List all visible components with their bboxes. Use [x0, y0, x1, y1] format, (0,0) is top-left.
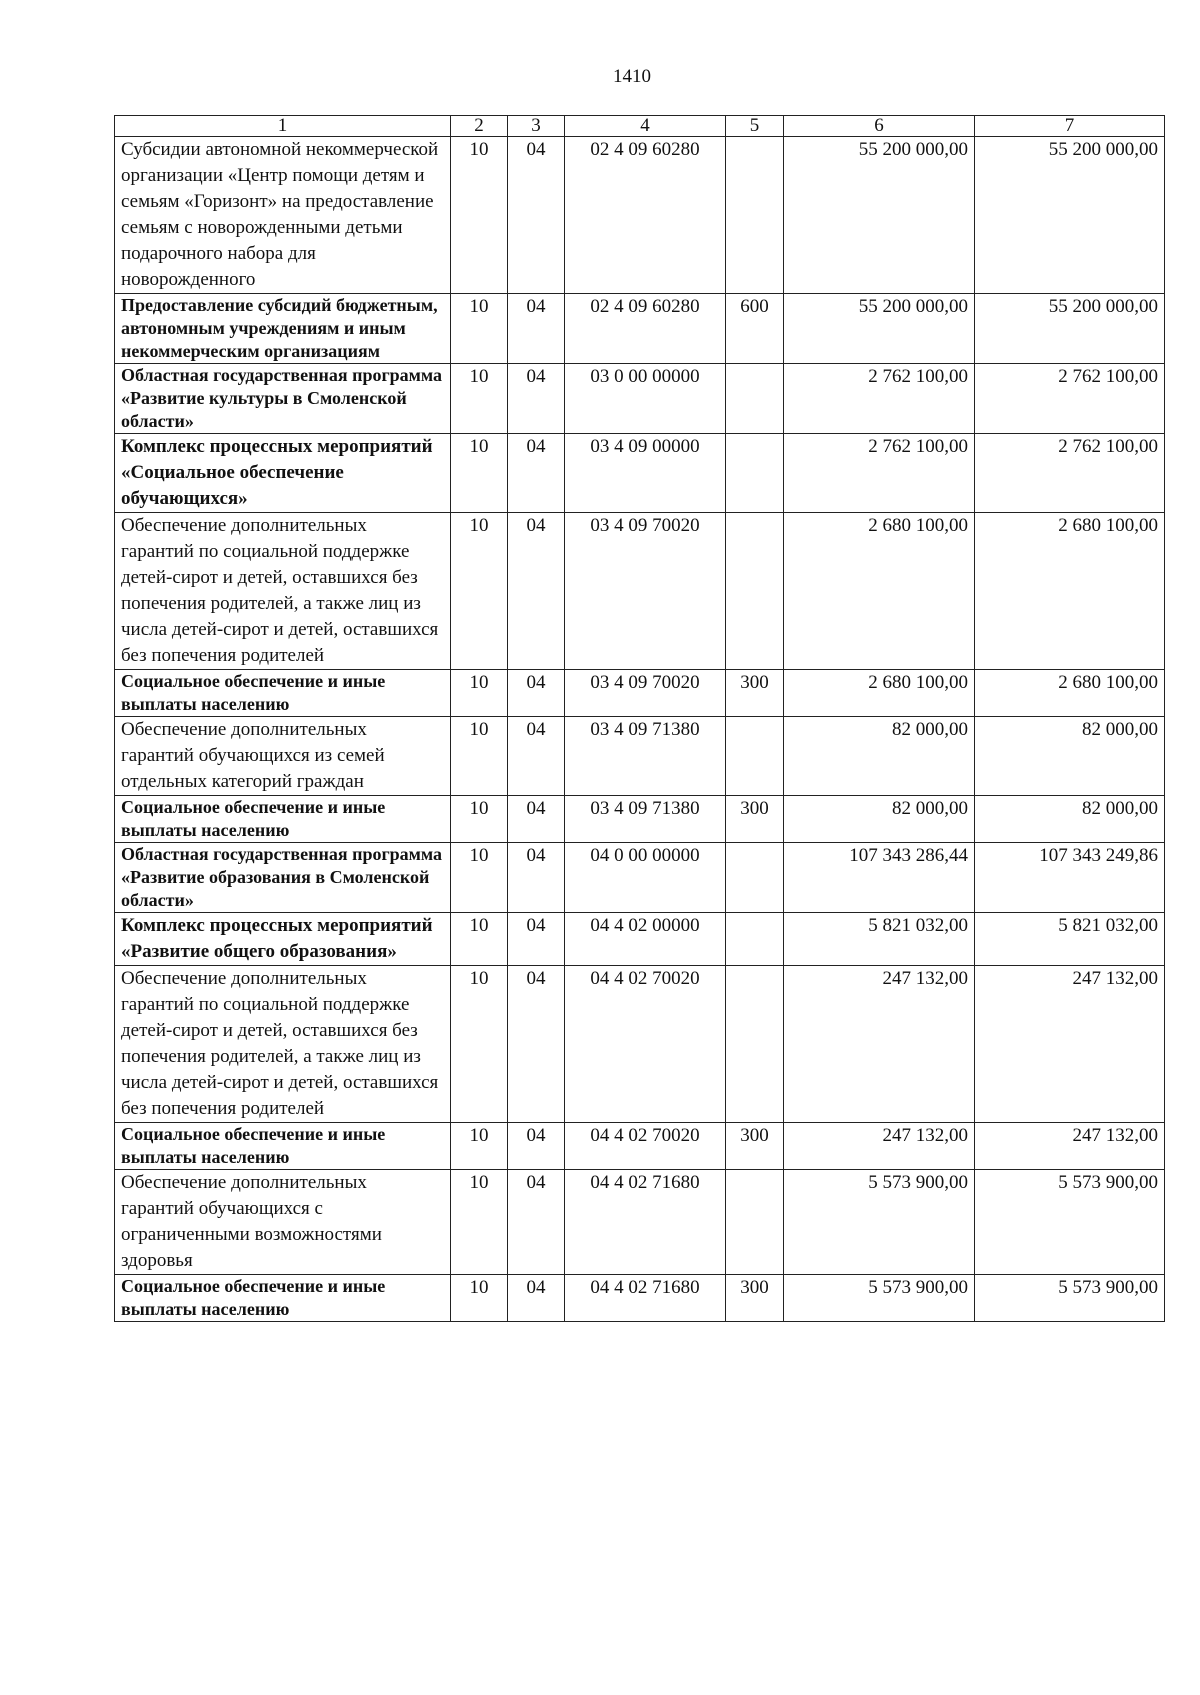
- amount-year-2-cell: 55 200 000,00: [975, 137, 1165, 294]
- target-article-cell: 03 0 00 00000: [565, 364, 726, 434]
- amount-year-1-cell: 107 343 286,44: [784, 843, 975, 913]
- section-code-cell: 10: [451, 670, 508, 717]
- target-article-cell: 03 4 09 71380: [565, 717, 726, 796]
- expense-type-cell: 600: [726, 294, 784, 364]
- table-row: [115, 913, 1165, 966]
- subsection-code-cell: 04: [508, 717, 565, 796]
- column-header: 3: [508, 116, 565, 137]
- expense-type-cell: [726, 843, 784, 913]
- subsection-code-cell: 04: [508, 843, 565, 913]
- row-name-cell: Субсидии автономной некоммерческой организации «Центр помощи детям и семьям «Горизонт» на предоставление семьям с новорожденными детьми подарочного набора для новорожденного: [115, 137, 451, 294]
- target-article-cell: 03 4 09 70020: [565, 513, 726, 670]
- section-code-cell: 10: [451, 966, 508, 1123]
- row-name-cell: Обеспечение дополнительных гарантий обучающихся с ограниченными возможностями здоровья: [115, 1170, 451, 1275]
- section-code-cell: 10: [451, 843, 508, 913]
- row-name-cell: Социальное обеспечение и иные выплаты населению: [115, 1275, 451, 1322]
- expense-type-cell: [726, 137, 784, 294]
- target-article-cell: 03 4 09 70020: [565, 670, 726, 717]
- subsection-code-cell: 04: [508, 966, 565, 1123]
- amount-year-2-cell: 107 343 249,86: [975, 843, 1165, 913]
- section-code-cell: 10: [451, 913, 508, 966]
- budget-table: [114, 115, 1165, 1322]
- amount-year-1-cell: 5 821 032,00: [784, 913, 975, 966]
- amount-year-2-cell: 2 762 100,00: [975, 434, 1165, 513]
- subsection-code-cell: 04: [508, 670, 565, 717]
- expense-type-cell: [726, 966, 784, 1123]
- table-row: [115, 670, 1165, 717]
- column-header: 7: [975, 116, 1165, 137]
- section-code-cell: 10: [451, 1123, 508, 1170]
- table-row: [115, 1275, 1165, 1322]
- expense-type-cell: [726, 717, 784, 796]
- amount-year-2-cell: 2 680 100,00: [975, 513, 1165, 670]
- row-name-cell: Обеспечение дополнительных гарантий обучающихся из семей отдельных категорий граждан: [115, 717, 451, 796]
- section-code-cell: 10: [451, 717, 508, 796]
- header-row: [115, 116, 1165, 137]
- section-code-cell: 10: [451, 364, 508, 434]
- table-row: [115, 1123, 1165, 1170]
- amount-year-2-cell: 5 573 900,00: [975, 1275, 1165, 1322]
- target-article-cell: 03 4 09 71380: [565, 796, 726, 843]
- subsection-code-cell: 04: [508, 1123, 565, 1170]
- column-header: 5: [726, 116, 784, 137]
- subsection-code-cell: 04: [508, 513, 565, 670]
- amount-year-1-cell: 5 573 900,00: [784, 1275, 975, 1322]
- section-code-cell: 10: [451, 294, 508, 364]
- row-name-cell: Комплекс процессных мероприятий «Социальное обеспечение обучающихся»: [115, 434, 451, 513]
- subsection-code-cell: 04: [508, 1170, 565, 1275]
- expense-type-cell: [726, 913, 784, 966]
- table-row: [115, 513, 1165, 670]
- target-article-cell: 04 0 00 00000: [565, 843, 726, 913]
- expense-type-cell: 300: [726, 1275, 784, 1322]
- target-article-cell: 04 4 02 70020: [565, 1123, 726, 1170]
- table-row: [115, 294, 1165, 364]
- amount-year-1-cell: 55 200 000,00: [784, 294, 975, 364]
- target-article-cell: 04 4 02 71680: [565, 1275, 726, 1322]
- row-name-cell: Областная государственная программа «Развитие культуры в Смоленской области»: [115, 364, 451, 434]
- amount-year-1-cell: 82 000,00: [784, 717, 975, 796]
- amount-year-2-cell: 5 821 032,00: [975, 913, 1165, 966]
- amount-year-1-cell: 82 000,00: [784, 796, 975, 843]
- column-header: 1: [115, 116, 451, 137]
- row-name-cell: Обеспечение дополнительных гарантий по социальной поддержке детей-сирот и детей, оставшихся без попечения родителей, а также лиц из числа детей-сирот и детей, оставшихся без попечения родителей: [115, 513, 451, 670]
- amount-year-2-cell: 82 000,00: [975, 796, 1165, 843]
- section-code-cell: 10: [451, 513, 508, 670]
- amount-year-2-cell: 247 132,00: [975, 966, 1165, 1123]
- subsection-code-cell: 04: [508, 1275, 565, 1322]
- section-code-cell: 10: [451, 434, 508, 513]
- table-row: [115, 364, 1165, 434]
- row-name-cell: Комплекс процессных мероприятий «Развитие общего образования»: [115, 913, 451, 966]
- amount-year-2-cell: 2 680 100,00: [975, 670, 1165, 717]
- table-row: [115, 434, 1165, 513]
- expense-type-cell: [726, 364, 784, 434]
- table-row: [115, 796, 1165, 843]
- amount-year-1-cell: 2 680 100,00: [784, 670, 975, 717]
- amount-year-1-cell: 247 132,00: [784, 1123, 975, 1170]
- expense-type-cell: [726, 1170, 784, 1275]
- table-body: [115, 137, 1165, 1322]
- table-row: [115, 717, 1165, 796]
- amount-year-1-cell: 247 132,00: [784, 966, 975, 1123]
- column-header: 6: [784, 116, 975, 137]
- target-article-cell: 04 4 02 70020: [565, 966, 726, 1123]
- expense-type-cell: 300: [726, 796, 784, 843]
- target-article-cell: 02 4 09 60280: [565, 294, 726, 364]
- table-row: [115, 843, 1165, 913]
- amount-year-1-cell: 2 680 100,00: [784, 513, 975, 670]
- amount-year-2-cell: 247 132,00: [975, 1123, 1165, 1170]
- row-name-cell: Областная государственная программа «Развитие образования в Смоленской области»: [115, 843, 451, 913]
- expense-type-cell: [726, 434, 784, 513]
- target-article-cell: 03 4 09 00000: [565, 434, 726, 513]
- expense-type-cell: [726, 513, 784, 670]
- amount-year-1-cell: 55 200 000,00: [784, 137, 975, 294]
- subsection-code-cell: 04: [508, 434, 565, 513]
- amount-year-1-cell: 5 573 900,00: [784, 1170, 975, 1275]
- subsection-code-cell: 04: [508, 364, 565, 434]
- expense-type-cell: 300: [726, 670, 784, 717]
- table-row: [115, 137, 1165, 294]
- target-article-cell: 04 4 02 00000: [565, 913, 726, 966]
- subsection-code-cell: 04: [508, 913, 565, 966]
- section-code-cell: 10: [451, 1275, 508, 1322]
- target-article-cell: 04 4 02 71680: [565, 1170, 726, 1275]
- expense-type-cell: 300: [726, 1123, 784, 1170]
- row-name-cell: Социальное обеспечение и иные выплаты населению: [115, 670, 451, 717]
- column-header: 4: [565, 116, 726, 137]
- target-article-cell: 02 4 09 60280: [565, 137, 726, 294]
- section-code-cell: 10: [451, 1170, 508, 1275]
- amount-year-1-cell: 2 762 100,00: [784, 434, 975, 513]
- section-code-cell: 10: [451, 137, 508, 294]
- row-name-cell: Обеспечение дополнительных гарантий по социальной поддержке детей-сирот и детей, оставшихся без попечения родителей, а также лиц из числа детей-сирот и детей, оставшихся без попечения родителей: [115, 966, 451, 1123]
- table-row: [115, 1170, 1165, 1275]
- table-row: [115, 966, 1165, 1123]
- subsection-code-cell: 04: [508, 796, 565, 843]
- amount-year-2-cell: 5 573 900,00: [975, 1170, 1165, 1275]
- amount-year-1-cell: 2 762 100,00: [784, 364, 975, 434]
- amount-year-2-cell: 82 000,00: [975, 717, 1165, 796]
- amount-year-2-cell: 2 762 100,00: [975, 364, 1165, 434]
- row-name-cell: Социальное обеспечение и иные выплаты населению: [115, 1123, 451, 1170]
- row-name-cell: Предоставление субсидий бюджетным, автономным учреждениям и иным некоммерческим организациям: [115, 294, 451, 364]
- page-number: 1410: [613, 66, 651, 87]
- amount-year-2-cell: 55 200 000,00: [975, 294, 1165, 364]
- column-header: 2: [451, 116, 508, 137]
- subsection-code-cell: 04: [508, 137, 565, 294]
- subsection-code-cell: 04: [508, 294, 565, 364]
- row-name-cell: Социальное обеспечение и иные выплаты населению: [115, 796, 451, 843]
- section-code-cell: 10: [451, 796, 508, 843]
